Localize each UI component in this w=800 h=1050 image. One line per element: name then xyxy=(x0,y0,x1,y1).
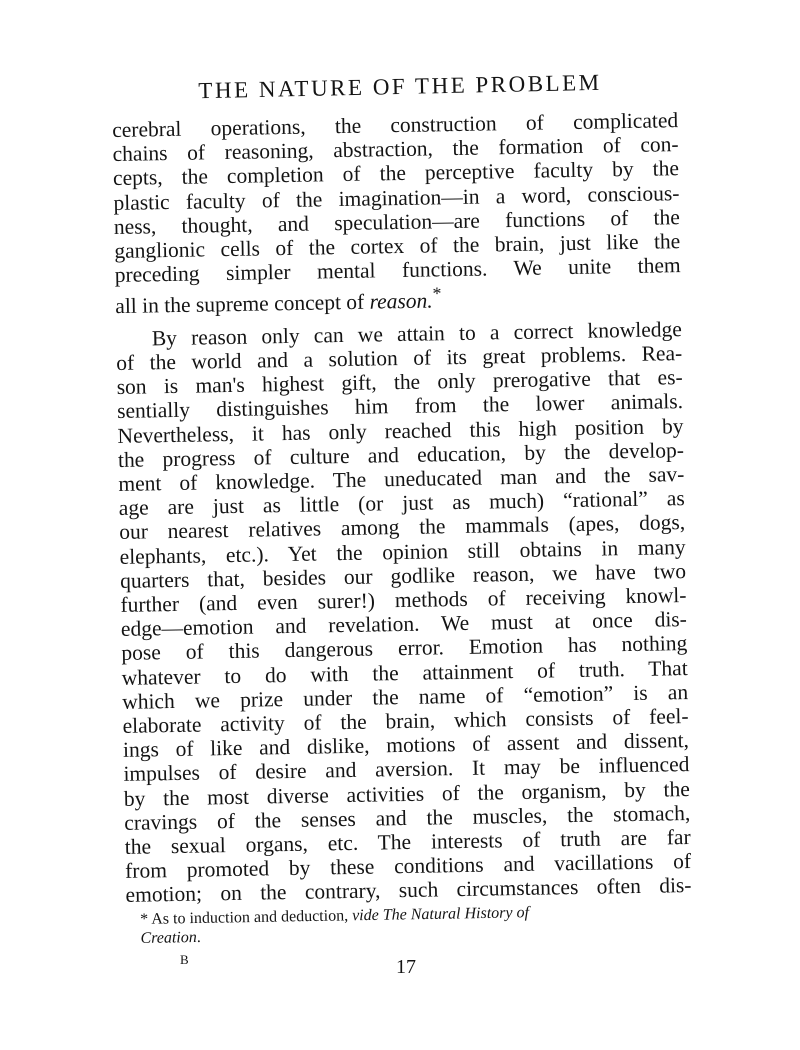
footnote-vide: vide xyxy=(351,906,379,925)
text-line: cerebral operations, the construction of complicated xyxy=(112,108,679,142)
text-line: Nevertheless, it has only reached this high position by xyxy=(117,413,684,448)
emphasis-reason: reason. xyxy=(369,289,433,315)
body-text xyxy=(112,108,692,907)
footnote-title-end: Creation xyxy=(140,929,197,947)
text-line: the progress of culture and education, by the develop- xyxy=(117,437,685,472)
signature-mark: B xyxy=(180,952,189,967)
text-line: from promoted by these conditions and vacillations of xyxy=(124,849,692,884)
text-line: edge—emotion and revelation. We must at once dis- xyxy=(120,607,688,642)
footnote-reference: * xyxy=(432,283,442,304)
footnote-end: . xyxy=(196,928,201,947)
footnote-title: The Natural History of xyxy=(382,904,530,924)
text-line: quarters that, besides our godlike reason, we have two xyxy=(119,558,687,593)
text-line: our nearest relatives among the mammals (apes, dogs, xyxy=(119,510,686,545)
running-head: THE NATURE OF THE PROBLEM xyxy=(198,69,602,104)
paragraph-1 xyxy=(112,108,681,287)
text-line: sentially distinguishes him from the lower animals. xyxy=(116,389,684,424)
page-number: 17 xyxy=(396,956,416,978)
text-line: By reason only can we attain to a correct knowledge xyxy=(151,316,682,351)
text-line: ment of knowledge. The uneducated man and the sav- xyxy=(118,462,685,496)
text-line: elaborate activity of the brain, which consists of feel- xyxy=(122,704,689,738)
text-line: which we prize under the name of “emotion” is an xyxy=(121,679,689,714)
text-line: elephants, etc.). Yet the opinion still obtains in many xyxy=(119,534,686,569)
text-line: emotion; on the contrary, such circumstances often dis- xyxy=(125,873,692,908)
text-line: age are just as little (or just as much) “rational” as xyxy=(118,486,685,521)
text-line: son is man's highest gift, the only prerogative that es- xyxy=(116,365,683,400)
text-line: whatever to do with the attainment of truth. That xyxy=(121,655,688,690)
paragraph-2 xyxy=(116,317,692,908)
text-line: preceding simpler mental functions. We unite them xyxy=(114,253,681,288)
text-line: the sexual organs, etc. The interests of truth are far xyxy=(124,825,691,859)
footnote-text: As to induction and deduction, xyxy=(151,907,353,928)
text-line: ness, thought, and speculation—are functions of the xyxy=(113,204,681,239)
text-line: cravings of the senses and the muscles, the stomach, xyxy=(124,800,691,835)
text-line: by the most diverse activities of the organism, by the xyxy=(123,776,691,811)
text-line: chains of reasoning, abstraction, the formation of con- xyxy=(112,132,679,167)
footnote xyxy=(140,901,681,948)
text-line: ings of like and dislike, motions of assent and dissent, xyxy=(122,728,690,763)
text-line: plastic faculty of the imagination—in a word, conscious- xyxy=(113,180,680,215)
text-line-segment: all in the supreme concept of xyxy=(115,290,370,319)
text-line: cepts, the completion of the perceptive faculty by the xyxy=(112,156,680,191)
text-line: impulses of desire and aversion. It may be influenced xyxy=(123,752,690,787)
text-line: of the world and a solution of its great problems. Rea- xyxy=(116,341,683,375)
text-line: further (and even surer!) methods of receiving knowl- xyxy=(120,583,687,617)
text-line: pose of this dangerous error. Emotion has nothing xyxy=(121,631,688,666)
text-line: ganglionic cells of the cortex of the brain, just like the xyxy=(114,229,681,263)
footnote-mark: * xyxy=(140,910,152,928)
